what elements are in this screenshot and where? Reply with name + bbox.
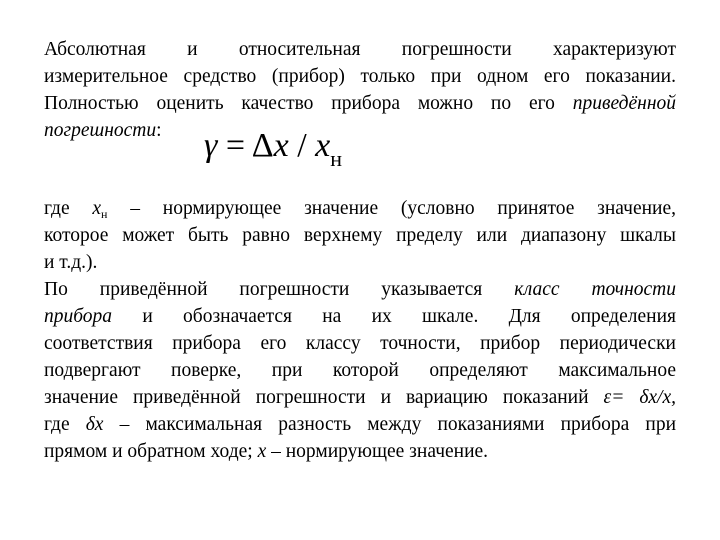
italic-var <box>92 198 107 219</box>
text-span: прямом и обратном ходе; <box>44 441 253 462</box>
text-span: : <box>156 120 162 141</box>
text-line <box>44 358 676 384</box>
text-line <box>44 412 676 438</box>
text-line <box>44 331 676 357</box>
text-line <box>44 439 676 465</box>
text-span: Полностью оценить качество прибора можно по его <box>44 93 555 114</box>
italic-term: прибора <box>44 306 113 327</box>
text-span: соответствия прибора его классу точности, прибор периодически <box>44 333 676 354</box>
text-span: подвергают поверке, при которой определяют максимальное <box>44 360 676 381</box>
text-line <box>44 196 676 223</box>
text-span: – нормирующее значение. <box>271 441 489 462</box>
text-line <box>44 37 676 63</box>
subscript: н <box>101 207 108 221</box>
text-span: – максимальная разность между показаниями прибора при <box>119 414 677 435</box>
text-span: и т.д.). <box>44 252 98 273</box>
italic-var: δx <box>85 414 104 435</box>
text-span: и обозначается на их шкале. Для определения <box>142 306 676 327</box>
formula-x-denominator: x <box>315 127 331 164</box>
italic-var: x <box>257 441 267 462</box>
formula-gamma: γ <box>204 127 218 164</box>
text-span: – нормирующее значение (условно принятое значение, <box>130 198 677 219</box>
text-line <box>44 91 676 117</box>
text-span: где <box>44 414 70 435</box>
text-line <box>44 277 676 303</box>
text-line <box>44 118 676 144</box>
italic-term: приведённой <box>572 93 677 114</box>
var-x: x <box>92 198 102 219</box>
italic-term: класс точности <box>514 279 677 300</box>
formula-subscript: н <box>330 146 343 171</box>
formula-equals: = <box>217 127 252 164</box>
text-span: которое может быть равно верхнему пределу или диапазону шкалы <box>44 225 676 246</box>
text-span: Абсолютная и относительная погрешности характеризуют <box>44 39 676 60</box>
text-line <box>44 250 676 276</box>
text-line <box>44 223 676 249</box>
formula-delta: Δ <box>251 127 274 164</box>
text-span: измерительное средство (прибор) только при одном его показании. <box>44 66 676 87</box>
formula-slash: / <box>288 127 316 164</box>
text-line <box>44 304 676 330</box>
text-line <box>44 64 676 90</box>
text-line <box>44 385 676 411</box>
text-span: По приведённой погрешности указывается <box>44 279 483 300</box>
formula-x: x <box>273 127 289 164</box>
text-span: значение приведённой погрешности и вариацию показаний <box>44 387 589 408</box>
formula <box>204 126 342 169</box>
italic-term: погрешности <box>44 120 157 141</box>
text-span: где <box>44 198 70 219</box>
italic-formula: ε= δx/x, <box>603 387 677 408</box>
